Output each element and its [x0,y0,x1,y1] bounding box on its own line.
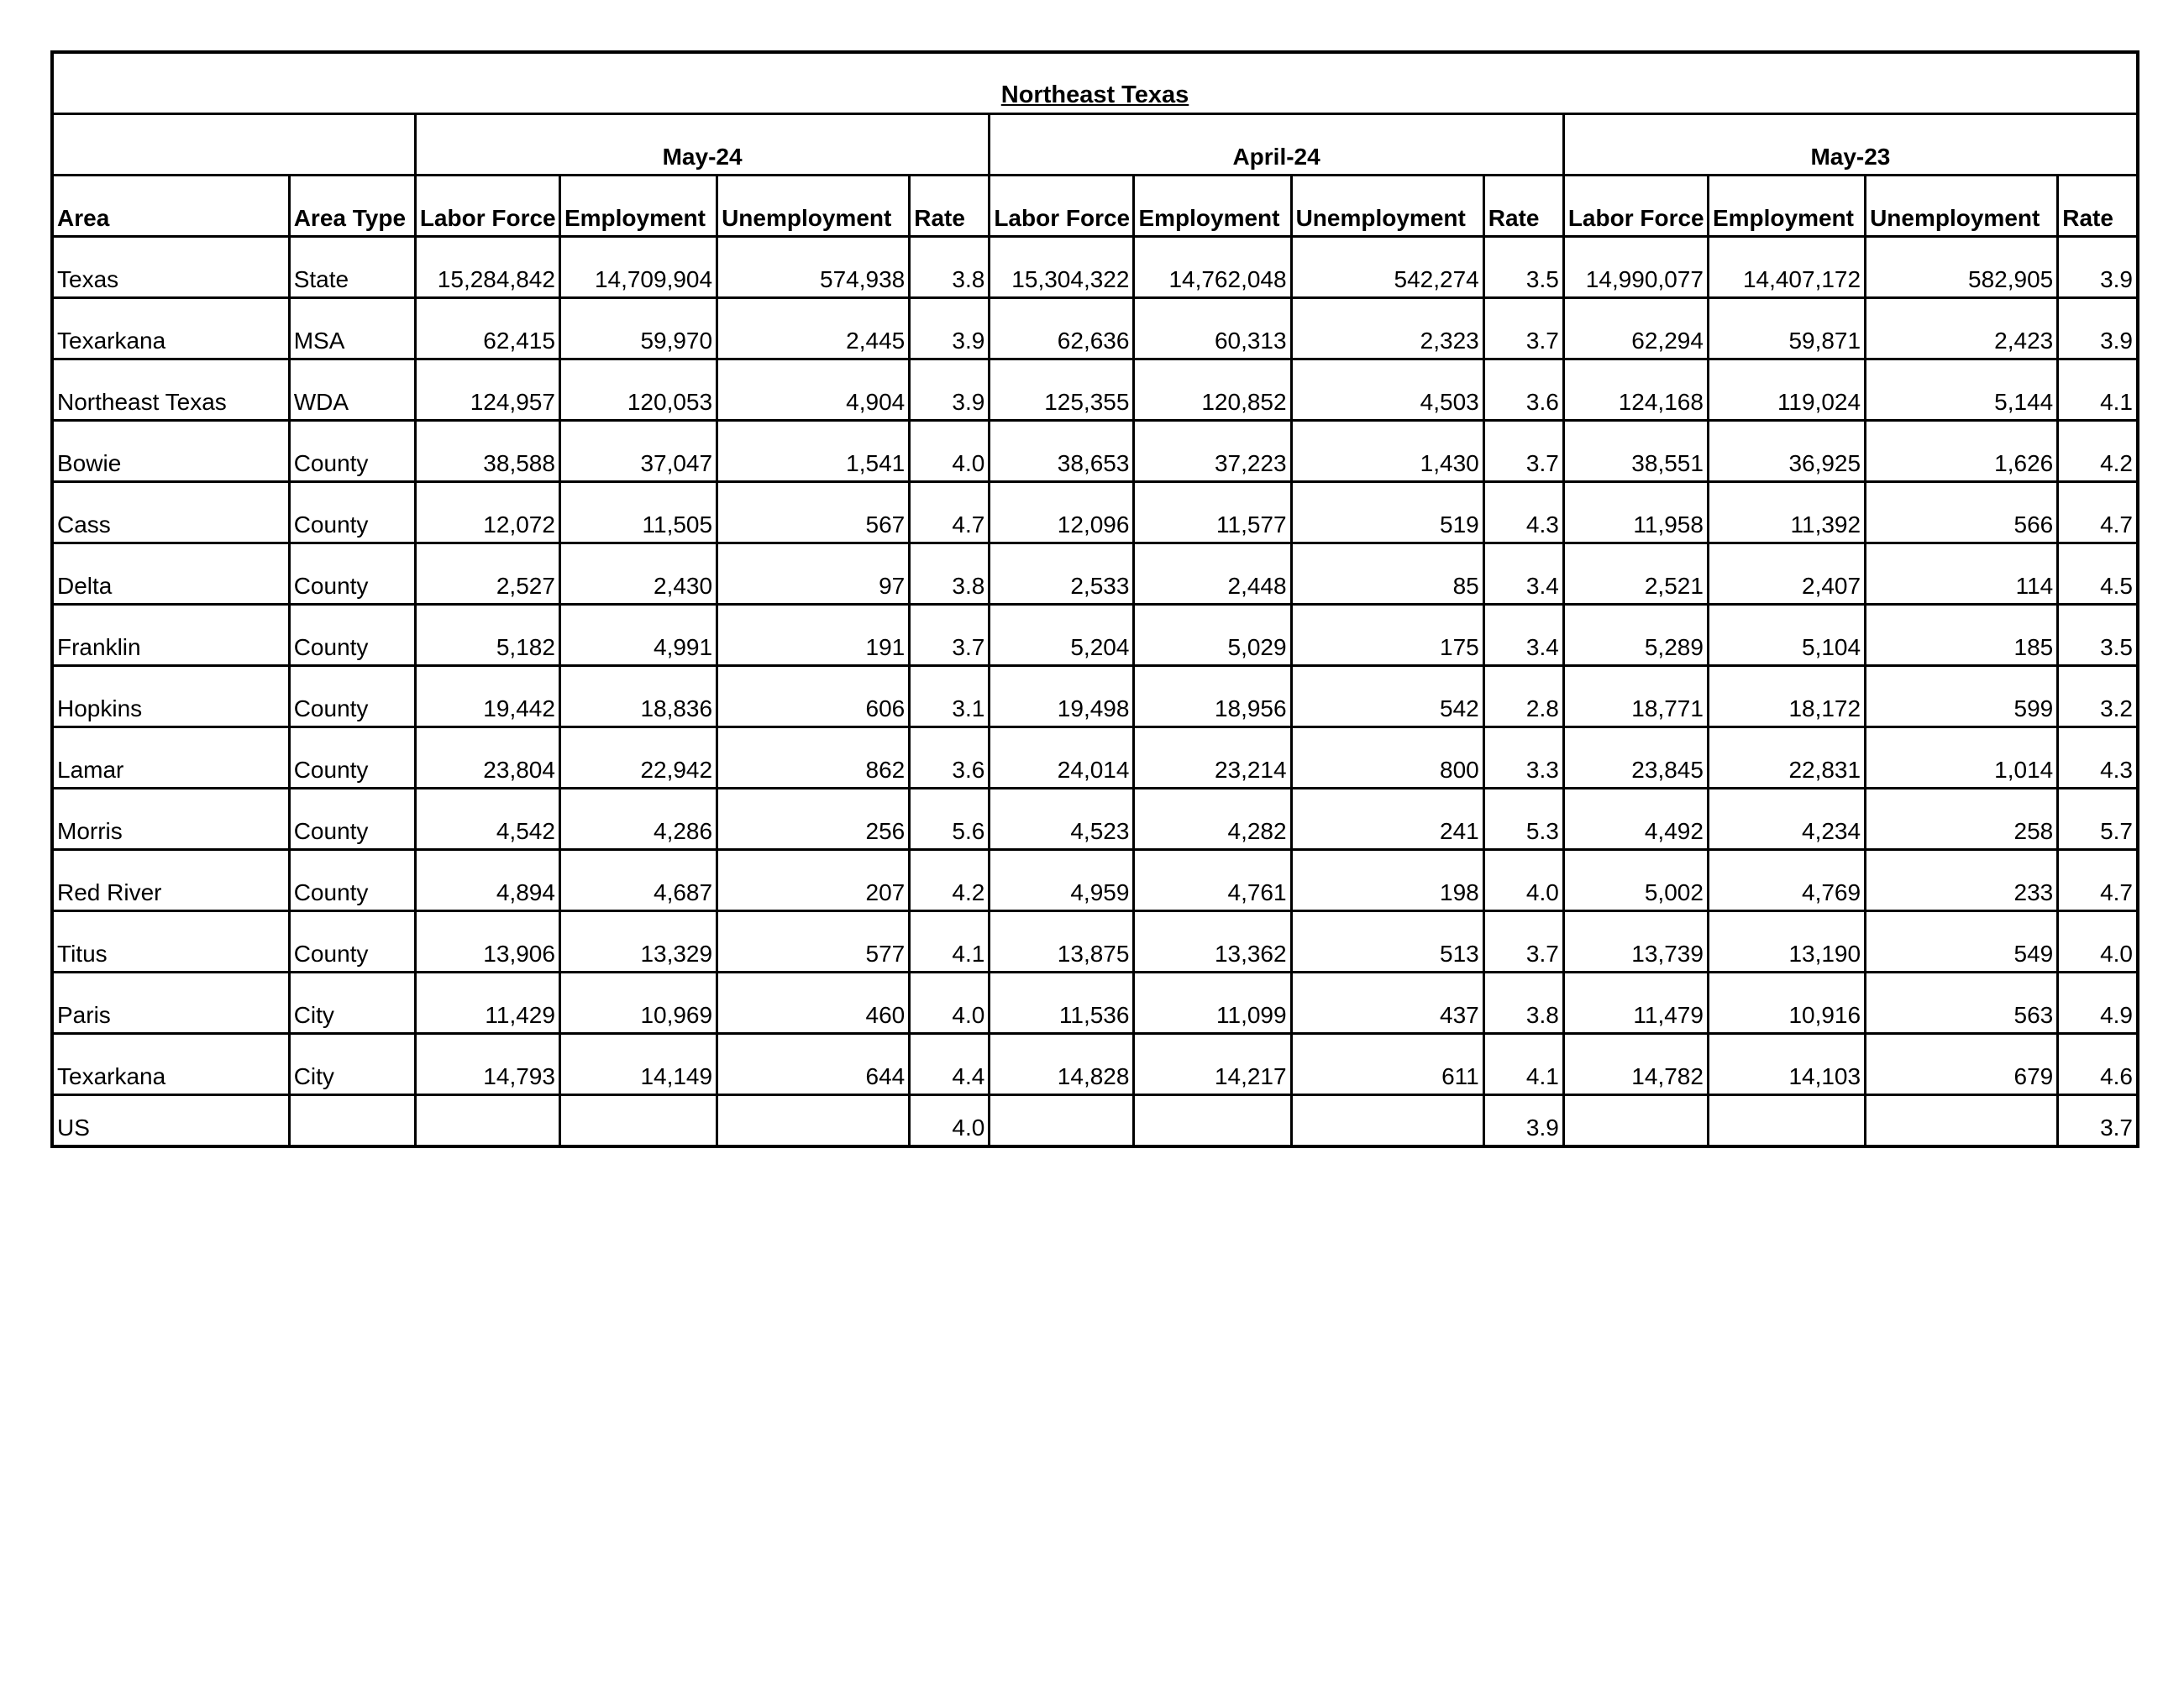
value-cell: 800 [1291,727,1483,789]
value-cell: 125,355 [990,359,1134,421]
value-cell: 4.0 [910,421,990,482]
value-cell: 862 [717,727,910,789]
value-cell: 577 [717,911,910,973]
area-type-cell [289,1095,415,1147]
area-cell: Delta [52,543,289,605]
value-cell: 14,149 [559,1034,717,1095]
value-cell: 3.8 [1483,973,1563,1034]
value-cell: 4.7 [910,482,990,543]
area-type-cell: MSA [289,298,415,359]
value-cell: 175 [1291,605,1483,666]
value-cell: 4.7 [2058,850,2138,911]
value-cell [1134,1095,1291,1147]
value-cell: 3.9 [1483,1095,1563,1147]
value-cell: 644 [717,1034,910,1095]
value-cell: 5,182 [415,605,559,666]
area-type-cell: County [289,482,415,543]
value-cell: 15,304,322 [990,237,1134,298]
column-header: Area Type [289,176,415,237]
value-cell: 10,969 [559,973,717,1034]
value-cell: 5,204 [990,605,1134,666]
value-cell: 4.1 [1483,1034,1563,1095]
value-cell: 3.5 [2058,605,2138,666]
value-cell: 4,234 [1708,789,1865,850]
value-cell: 4.0 [910,1095,990,1147]
area-type-cell: County [289,605,415,666]
value-cell: 13,875 [990,911,1134,973]
value-cell: 22,942 [559,727,717,789]
value-cell: 23,214 [1134,727,1291,789]
value-cell: 5,144 [1866,359,2058,421]
value-cell: 11,505 [559,482,717,543]
value-cell: 4,769 [1708,850,1865,911]
area-type-cell: County [289,911,415,973]
value-cell: 582,905 [1866,237,2058,298]
title-cell [52,52,2138,114]
area-cell: Texarkana [52,298,289,359]
area-type-cell: County [289,727,415,789]
value-cell: 5,002 [1563,850,1708,911]
value-cell: 4,687 [559,850,717,911]
value-cell: 14,782 [1563,1034,1708,1095]
value-cell: 3.9 [910,359,990,421]
value-cell: 4,286 [559,789,717,850]
area-type-cell: County [289,850,415,911]
area-type-cell: WDA [289,359,415,421]
value-cell: 2,521 [1563,543,1708,605]
period-row [52,114,2138,176]
area-cell: Hopkins [52,666,289,727]
period-spacer [52,114,415,176]
value-cell [1708,1095,1865,1147]
value-cell: 14,762,048 [1134,237,1291,298]
table-row [52,359,2138,421]
value-cell: 3.7 [2058,1095,2138,1147]
value-cell: 13,190 [1708,911,1865,973]
value-cell: 566 [1866,482,2058,543]
value-cell: 62,415 [415,298,559,359]
value-cell: 679 [1866,1034,2058,1095]
area-cell: Northeast Texas [52,359,289,421]
area-cell: Titus [52,911,289,973]
value-cell: 3.9 [2058,298,2138,359]
value-cell: 1,541 [717,421,910,482]
value-cell: 18,836 [559,666,717,727]
value-cell: 3.6 [1483,359,1563,421]
table-row [52,543,2138,605]
column-header: Labor Force [990,176,1134,237]
value-cell [1291,1095,1483,1147]
value-cell: 3.4 [1483,605,1563,666]
value-cell: 14,793 [415,1034,559,1095]
area-type-cell: County [289,543,415,605]
column-header: Area [52,176,289,237]
period-may-24: May-24 [415,114,990,176]
value-cell: 4,503 [1291,359,1483,421]
value-cell: 4.3 [1483,482,1563,543]
value-cell: 3.2 [2058,666,2138,727]
area-type-cell: State [289,237,415,298]
value-cell [1866,1095,2058,1147]
value-cell: 11,429 [415,973,559,1034]
area-type-cell: County [289,421,415,482]
value-cell: 14,217 [1134,1034,1291,1095]
area-cell: Texarkana [52,1034,289,1095]
value-cell: 542 [1291,666,1483,727]
value-cell: 13,906 [415,911,559,973]
area-type-cell: City [289,1034,415,1095]
area-cell: Morris [52,789,289,850]
value-cell: 3.9 [2058,237,2138,298]
value-cell: 5.6 [910,789,990,850]
value-cell: 24,014 [990,727,1134,789]
value-cell: 4.4 [910,1034,990,1095]
area-cell: Paris [52,973,289,1034]
value-cell: 3.3 [1483,727,1563,789]
period-april-24: April-24 [990,114,1564,176]
value-cell: 3.7 [1483,298,1563,359]
value-cell: 13,739 [1563,911,1708,973]
value-cell: 62,294 [1563,298,1708,359]
value-cell: 599 [1866,666,2058,727]
table-row [52,237,2138,298]
area-cell: Bowie [52,421,289,482]
value-cell: 460 [717,973,910,1034]
value-cell: 119,024 [1708,359,1865,421]
value-cell: 14,407,172 [1708,237,1865,298]
value-cell [559,1095,717,1147]
value-cell: 11,099 [1134,973,1291,1034]
value-cell: 1,626 [1866,421,2058,482]
value-cell: 97 [717,543,910,605]
title-row [52,52,2138,114]
value-cell: 1,430 [1291,421,1483,482]
value-cell: 3.8 [910,543,990,605]
value-cell: 4,991 [559,605,717,666]
value-cell: 4.5 [2058,543,2138,605]
value-cell: 3.7 [1483,911,1563,973]
value-cell: 3.6 [910,727,990,789]
value-cell: 2,448 [1134,543,1291,605]
value-cell: 3.4 [1483,543,1563,605]
table-row [52,973,2138,1034]
value-cell: 124,168 [1563,359,1708,421]
table-row [52,605,2138,666]
area-cell: Texas [52,237,289,298]
value-cell: 23,804 [415,727,559,789]
value-cell [990,1095,1134,1147]
value-cell: 4,542 [415,789,559,850]
table-row [52,666,2138,727]
table-row [52,1034,2138,1095]
value-cell: 37,047 [559,421,717,482]
column-header: Rate [2058,176,2138,237]
value-cell: 37,223 [1134,421,1291,482]
value-cell: 4.2 [910,850,990,911]
table-row [52,789,2138,850]
area-cell: Lamar [52,727,289,789]
area-cell: US [52,1095,289,1147]
value-cell: 10,916 [1708,973,1865,1034]
table-row [52,1095,2138,1147]
value-cell: 2.8 [1483,666,1563,727]
value-cell: 59,871 [1708,298,1865,359]
value-cell: 85 [1291,543,1483,605]
column-header: Employment [1134,176,1291,237]
value-cell: 1,014 [1866,727,2058,789]
value-cell: 12,072 [415,482,559,543]
value-cell: 3.1 [910,666,990,727]
area-cell: Cass [52,482,289,543]
value-cell: 19,498 [990,666,1134,727]
value-cell: 542,274 [1291,237,1483,298]
value-cell [415,1095,559,1147]
value-cell: 4,492 [1563,789,1708,850]
value-cell: 2,527 [415,543,559,605]
value-cell: 519 [1291,482,1483,543]
table-row [52,911,2138,973]
value-cell: 256 [717,789,910,850]
value-cell: 574,938 [717,237,910,298]
value-cell: 3.8 [910,237,990,298]
value-cell: 2,423 [1866,298,2058,359]
value-cell: 437 [1291,973,1483,1034]
value-cell: 114 [1866,543,2058,605]
column-header: Rate [910,176,990,237]
value-cell: 4,894 [415,850,559,911]
period-may-23: May-23 [1563,114,2138,176]
value-cell: 233 [1866,850,2058,911]
value-cell: 2,533 [990,543,1134,605]
value-cell: 5.3 [1483,789,1563,850]
value-cell: 19,442 [415,666,559,727]
column-header: Unemployment [1866,176,2058,237]
column-header: Rate [1483,176,1563,237]
table-title: Northeast Texas [1000,81,1189,108]
value-cell: 14,828 [990,1034,1134,1095]
value-cell: 4.1 [910,911,990,973]
area-cell: Red River [52,850,289,911]
value-cell: 22,831 [1708,727,1865,789]
value-cell: 4.0 [2058,911,2138,973]
value-cell: 38,551 [1563,421,1708,482]
value-cell: 207 [717,850,910,911]
column-header: Unemployment [717,176,910,237]
table-row [52,421,2138,482]
value-cell: 4.1 [2058,359,2138,421]
value-cell: 11,479 [1563,973,1708,1034]
value-cell: 191 [717,605,910,666]
value-cell: 3.7 [910,605,990,666]
value-cell: 11,577 [1134,482,1291,543]
value-cell: 258 [1866,789,2058,850]
value-cell: 4.9 [2058,973,2138,1034]
value-cell: 59,970 [559,298,717,359]
value-cell: 11,958 [1563,482,1708,543]
table-row [52,850,2138,911]
value-cell: 4,523 [990,789,1134,850]
value-cell: 4,959 [990,850,1134,911]
value-cell: 23,845 [1563,727,1708,789]
value-cell: 2,407 [1708,543,1865,605]
value-cell: 4.2 [2058,421,2138,482]
value-cell: 4,761 [1134,850,1291,911]
value-cell: 60,313 [1134,298,1291,359]
value-cell: 13,362 [1134,911,1291,973]
column-header: Employment [1708,176,1865,237]
table-row [52,727,2138,789]
value-cell: 15,284,842 [415,237,559,298]
area-cell: Franklin [52,605,289,666]
value-cell: 11,536 [990,973,1134,1034]
value-cell: 124,957 [415,359,559,421]
value-cell: 549 [1866,911,2058,973]
value-cell: 120,053 [559,359,717,421]
value-cell: 4.3 [2058,727,2138,789]
area-type-cell: City [289,973,415,1034]
value-cell: 4,904 [717,359,910,421]
value-cell: 14,103 [1708,1034,1865,1095]
value-cell: 38,588 [415,421,559,482]
value-cell: 241 [1291,789,1483,850]
value-cell: 563 [1866,973,2058,1034]
value-cell: 11,392 [1708,482,1865,543]
column-header: Unemployment [1291,176,1483,237]
value-cell: 18,956 [1134,666,1291,727]
column-header: Labor Force [415,176,559,237]
value-cell: 513 [1291,911,1483,973]
value-cell: 2,445 [717,298,910,359]
value-cell: 4.6 [2058,1034,2138,1095]
value-cell: 4.7 [2058,482,2138,543]
value-cell [1563,1095,1708,1147]
value-cell: 13,329 [559,911,717,973]
value-cell: 14,990,077 [1563,237,1708,298]
column-header: Employment [559,176,717,237]
column-header: Labor Force [1563,176,1708,237]
value-cell: 5.7 [2058,789,2138,850]
value-cell: 4.0 [1483,850,1563,911]
value-cell: 3.7 [1483,421,1563,482]
value-cell: 3.9 [910,298,990,359]
value-cell: 606 [717,666,910,727]
column-header-row [52,176,2138,237]
value-cell: 36,925 [1708,421,1865,482]
value-cell: 120,852 [1134,359,1291,421]
value-cell: 12,096 [990,482,1134,543]
value-cell: 198 [1291,850,1483,911]
value-cell: 5,029 [1134,605,1291,666]
labor-statistics-table [50,50,2139,1148]
area-type-cell: County [289,666,415,727]
value-cell: 4,282 [1134,789,1291,850]
value-cell: 14,709,904 [559,237,717,298]
value-cell: 62,636 [990,298,1134,359]
table-row [52,298,2138,359]
table-row [52,482,2138,543]
value-cell: 5,289 [1563,605,1708,666]
value-cell: 567 [717,482,910,543]
value-cell: 5,104 [1708,605,1865,666]
value-cell: 4.0 [910,973,990,1034]
area-type-cell: County [289,789,415,850]
value-cell: 185 [1866,605,2058,666]
value-cell: 2,323 [1291,298,1483,359]
value-cell: 2,430 [559,543,717,605]
value-cell [717,1095,910,1147]
value-cell: 18,771 [1563,666,1708,727]
value-cell: 3.5 [1483,237,1563,298]
value-cell: 38,653 [990,421,1134,482]
value-cell: 18,172 [1708,666,1865,727]
value-cell: 611 [1291,1034,1483,1095]
